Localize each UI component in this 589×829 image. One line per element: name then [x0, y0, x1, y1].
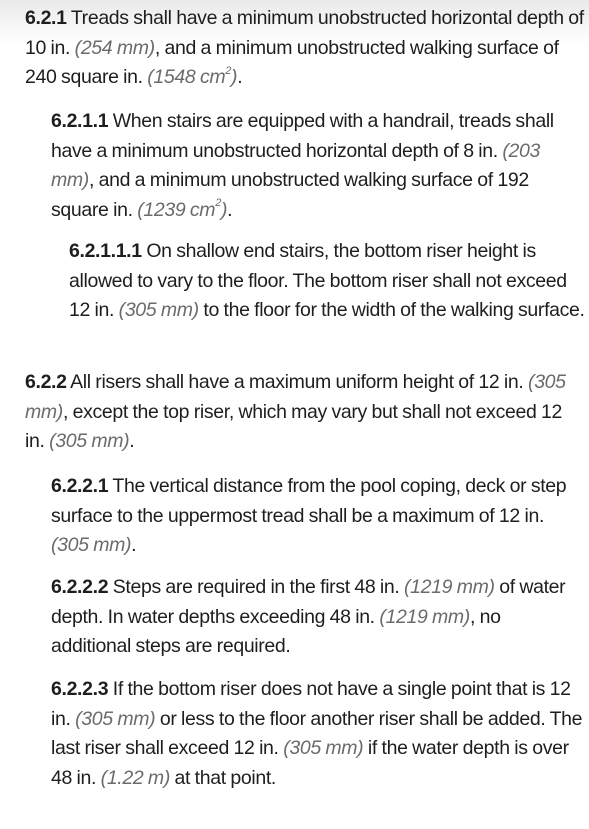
- metric-conversion: [404, 576, 495, 598]
- section-6-2-2-2: [51, 573, 585, 662]
- body-text: , except the top riser, which may vary but shall not exceed 12 in.: [25, 400, 563, 452]
- metric-value: (1.22 m): [100, 766, 170, 789]
- superscript: 2: [215, 197, 221, 209]
- section-6-2-2-3: [51, 675, 585, 793]
- body-text: or less to the floor another riser shall be added. The last riser shall exceed 12 in.: [51, 707, 583, 759]
- body-text: The vertical distance from the pool coping, deck or step surface to the uppermost tread shall be a maximum of 12 in.: [51, 475, 567, 527]
- body-text: .: [131, 534, 137, 556]
- body-text: .: [129, 430, 135, 452]
- metric-conversion: [147, 66, 237, 88]
- body-text: Steps are required in the first 48 in.: [108, 576, 405, 598]
- metric-conversion: [137, 199, 227, 221]
- section-number: 6.2.2.2: [51, 576, 109, 598]
- body-text: All risers shall have a maximum uniform height of 12 in.: [66, 371, 529, 393]
- section-number: 6.2.2.1: [51, 475, 109, 497]
- metric-value: (305 mm): [49, 430, 130, 452]
- metric-value: (305 mm): [25, 371, 566, 423]
- metric-value: (254 mm): [74, 36, 155, 59]
- section-number: 6.2.1: [25, 7, 67, 29]
- body-text: On shallow end stairs, the bottom riser height is allowed to vary to the floor. The bottom riser shall not exceed 12 in.: [69, 240, 567, 321]
- metric-value: (203 mm): [51, 139, 541, 191]
- metric-value: (305 mm): [75, 707, 156, 730]
- metric-value: (305 mm): [283, 737, 364, 759]
- body-text: if the water depth is over 48 in.: [51, 737, 569, 789]
- body-text: .: [237, 66, 243, 88]
- section-number: 6.2.2.3: [51, 678, 109, 700]
- metric-close: ): [221, 198, 228, 221]
- body-text: to the floor for the width of the walking surface.: [198, 299, 585, 321]
- section-6-2-2-1: [51, 472, 585, 561]
- section-number: 6.2.1.1.1: [69, 240, 142, 262]
- body-text: Treads shall have a minimum unobstructed horizontal depth of 10 in.: [25, 7, 584, 59]
- body-text: , no additional steps are required.: [51, 605, 501, 657]
- section-number: 6.2.2: [25, 371, 67, 393]
- section-6-2-1-1: [51, 107, 585, 225]
- metric-value: (1239 cm: [137, 198, 216, 221]
- section-6-2-1-1-1: [69, 237, 585, 326]
- metric-value: (1548 cm: [147, 66, 226, 88]
- section-number: 6.2.1.1: [51, 110, 109, 132]
- metric-conversion: [119, 299, 199, 321]
- metric-conversion: [75, 708, 155, 730]
- metric-conversion: [283, 737, 363, 759]
- metric-conversion: [49, 430, 129, 452]
- body-text: .: [227, 198, 233, 221]
- metric-conversion: [379, 606, 470, 628]
- metric-close: ): [231, 66, 238, 88]
- metric-value: (305 mm): [118, 299, 199, 321]
- superscript: 2: [225, 64, 232, 77]
- section-6-2-1: [25, 4, 585, 93]
- body-text: When stairs are equipped with a handrail, treads shall have a minimum unobstructed horizontal depth of 8 in.: [51, 110, 554, 162]
- metric-value: (1219 mm): [379, 605, 470, 628]
- metric-value: (305 mm): [51, 534, 132, 556]
- metric-conversion: [101, 767, 170, 789]
- metric-value: (1219 mm): [404, 576, 495, 598]
- body-text: , and a minimum unobstructed walking surface of 240 square in.: [25, 36, 559, 88]
- metric-conversion: [51, 534, 131, 556]
- metric-conversion: [75, 37, 155, 59]
- body-text: , and a minimum unobstructed walking surface of 192 square in.: [51, 169, 529, 221]
- body-text: If the bottom riser does not have a single point that is 12 in.: [51, 678, 571, 730]
- body-text: at that point.: [169, 766, 276, 789]
- body-text: of water depth. In water depths exceeding 48 in.: [51, 576, 566, 628]
- section-6-2-2: [25, 368, 585, 457]
